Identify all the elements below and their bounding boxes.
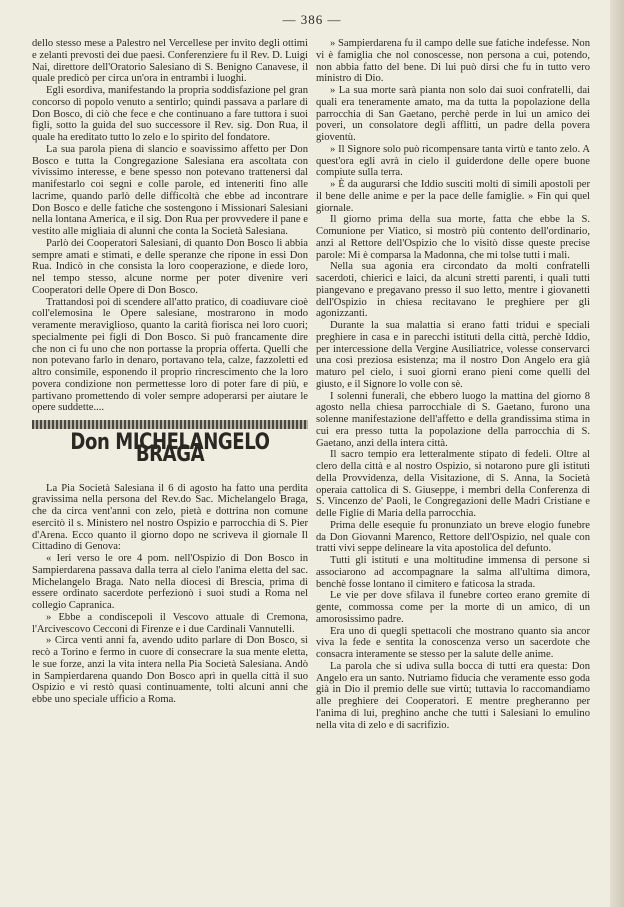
paragraph: Parlò dei Cooperatori Salesiani, di quanto Don Bosco li abbia sempre amati e stimati, e delle speranze che ripone in essi Don Rua. Indicò in che consista la loro cooperazione, e diede loro, nel tempo stesso, alcune norme per poter divenire veri Cooperatori delle Opere di Don Bosco.	[32, 237, 308, 296]
paragraph: » È da augurarsi che Iddio susciti molti di simili apostoli per il bene delle anime e per la pace delle famiglie. » Fin qui quel giornale.	[316, 179, 590, 214]
page-edge-shadow	[610, 0, 624, 907]
left-column	[32, 38, 308, 706]
paragraph: La Pia Società Salesiana il 6 di agosto ha fatto una perdita gravissima nella persona del Rev.do Sac. Michelangelo Braga, che da circa vent'anni con zelo, pietà e dottrina non comune esercitò il s. Ministero nel nostro Ospizio e parrocchia di S. Pier d'Arena. Ecco quanto il giorno dopo ne scriveva il giornale Il Cittadino di Genova:	[32, 482, 308, 553]
paragraph: Il giorno prima della sua morte, fatta che ebbe la S. Comunione per Viatico, si mostrò più contento dell'ordinario, anzi al Rettore dell'Ospizio che lo visitò disse queste precise parole: Mi è comparsa la Madonna, che mi tolse tutti i mali.	[316, 214, 590, 261]
page-number: — 386 —	[282, 12, 342, 27]
paragraph: Nella sua agonia era circondato da molti confratelli sacerdoti, chierici e laici, da alcuni stretti parenti, i quali tutti piangevano e pregavano presso il suo letto, mentre i giovanetti dell'Ospizio in chiesa recitavano le preghiere per gli agonizzanti.	[316, 261, 590, 320]
article-title: Don MICHELANGELO BRAGA	[70, 430, 270, 467]
paragraph: La parola che si udiva sulla bocca di tutti era questa: Don Angelo era un santo. Nutriamo fiducia che veramente esso goda già in Dio il premio delle sue virtù; tuttavia lo raccomandiamo alle preghiere dei Cooperatori. E mentre pregheranno per l'anima di lui, preghino anche che tutti i Salesiani lo emulino nella vita di zelo e di sacrifizio.	[316, 660, 590, 731]
paragraph: Prima delle esequie fu pronunziato un breve elogio funebre da Don Giovanni Marenco, Rettore dell'Ospizio, nel quale con tratti vivi seppe delineare la vita apostolica del defunto.	[316, 519, 590, 555]
paragraph: Durante la sua malattia si erano fatti tridui e speciali preghiere in casa e in parecchi istituti della città, perchè Iddio, per intercessione della Vergine Ausiliatrice, volesse conservarci una così preziosa esistenza; ma il nostro Don Angelo era già maturo pel cielo, i suoi giorni erano pieni come quelli del giusto, e il Signore lo volle con sè.	[316, 320, 590, 390]
paragraph: La sua parola piena di slancio e soavissimo affetto per Don Bosco e tutta la Congregazione Salesiana era ascoltata con vivissimo interesse, e bene spesso non potevano trattenersi dal manifestarlo coi segni e colle parole, ed inteneriti fino alle lacrime, quando parlò delle difficoltà che ebbe ad incontrare Don Bosco e delle fatiche che sostengono i Missionari Salesiani nella lontana America, e il sig. Don Rua per provvedere il pane e vestito alle migliaia di alunni che conta la Società Salesiana.	[32, 143, 308, 237]
paragraph: « Ieri verso le ore 4 pom. nell'Ospizio di Don Bosco in Sampierdarena passava dalla terra al cielo l'anima eletta del sac. Michelangelo Braga. Nato nella diocesi di Brescia, prima di essere ordinato sacerdote perfezionò i suoi studi a Roma nel collegio Capranica.	[32, 553, 308, 611]
left-column-text-bottom	[32, 483, 308, 706]
paragraph: Le vie per dove sfilava il funebre corteo erano gremite di gente, commossa come per la morte di un amico, di un amorosissimo padre.	[316, 590, 590, 625]
decorative-divider	[32, 420, 308, 429]
paragraph: » La sua morte sarà pianta non solo dai suoi confratelli, dai quali era teneramente amato, ma da tutta la popolazione della parrocchia di San Gaetano, perchè perde in lui un amico dei poveri, un consolatore degli afflitti, un padre della povera gioventù.	[316, 85, 590, 143]
paragraph: dello stesso mese a Palestro nel Vercellese per invito degli ottimi e zelanti prevosti dei due paesi. Conferenziere fu il Rev. D. Luigi Nai, direttore dell'Oratorio Salesiano di S. Benigno Canavese, il quale predicò per circa un'ora in entrambi i luoghi.	[32, 38, 308, 85]
paragraph: » Ebbe a condiscepoli il Vescovo attuale di Cremona, l'Arcivescovo Cecconi di Firenze e i due Cardinali Vannutelli.	[32, 611, 308, 635]
paragraph: Era uno di quegli spettacoli che mostrano quanto sia ancor viva la fede e sentita la conoscenza verso un sacerdote che consacra interamente se stesso per la salute delle anime.	[316, 625, 590, 660]
paragraph: Il sacro tempio era letteralmente stipato di fedeli. Oltre al clero della città e al nostro Ospizio, si notarono pure gli istituti della Provvidenza, della Visitazione, di S. Anna, la Società operaia cattolica di S. Giuseppe, i membri della Conferenza di S. Vincenzo de' Paoli, le Congregazioni delle Madri Cristiane e delle Figlie di Maria della parrocchia.	[316, 449, 590, 519]
right-column-text	[316, 38, 590, 731]
paragraph: I solenni funerali, che ebbero luogo la mattina del giorno 8 agosto nella chiesa parrocchiale di S. Gaetano, furono una solenne manifestazione dell'affetto e della grandissima stima in cui era presso tutta la popolazione della parrocchia di S. Gaetano, anzi della intera città.	[316, 390, 590, 449]
paragraph: » Circa venti anni fa, avendo udito parlare di Don Bosco, si recò a Torino e fermo in cuore di consecrare la sua mente eletta, le sue forze, anzi la vita intera nella Pia Società Salesiana. Andò in Sampierdarena quando Don Bosco aprì in quella città il suo Ospizio e vi restò quasi continuamente, tolti alcuni anni che ebbe uno speciale ufficio a Roma.	[32, 635, 308, 705]
paragraph: Tutti gli istituti e una moltitudine immensa di persone si associarono ad accompagnare la salma all'ultima dimora, benchè fosse lontano il cimitero e faticosa la strada.	[316, 555, 590, 590]
paragraph: Egli esordiva, manifestando la propria soddisfazione pel gran concorso di popolo venuto a sentirlo; quindi passava a parlare di Don Bosco, di ciò che fece e che continuano a fare tuttora i suoi figli, sotto la guida del suo successore il Rev. sig. Don Rua, il quale ha ereditato tutto lo zelo e lo spirito del fondatore.	[32, 85, 308, 143]
right-column	[316, 38, 590, 731]
paragraph: Trattandosi poi di scendere all'atto pratico, di coadiuvare cioè coll'elemosina le Opere salesiane, mostrarono in modo veramente meraviglioso, quanto la carità fiorisca nei loro cuori; specialmente pei figli di Don Bosco. Si può francamente dire che non ci fu uno che non portasse la propria offerta. Quelli che non potevano farlo in denaro, portavano tela, calze, fazzoletti ed altro consimile, esponendo il proprio rincrescimento che la loro povera condizione non permettesse loro di poter fare di più, e partivano promettendo di voler sempre adoperarsi per aiutare le opere suddette....	[32, 296, 308, 414]
paragraph: » Sampierdarena fu il campo delle sue fatiche indefesse. Non vi è famiglia che nol conoscesse, non persona a cui, potendo, non abbia fatto del bene. Di lui può dirsi che fu in tutto vero ministro di Dio.	[316, 38, 590, 85]
paragraph: » Il Signore solo può ricompensare tanta virtù e tanto zelo. A quest'ora egli avrà in cielo il guiderdone delle opere buone compiute sulla terra.	[316, 143, 590, 179]
left-column-text-top	[32, 38, 308, 414]
